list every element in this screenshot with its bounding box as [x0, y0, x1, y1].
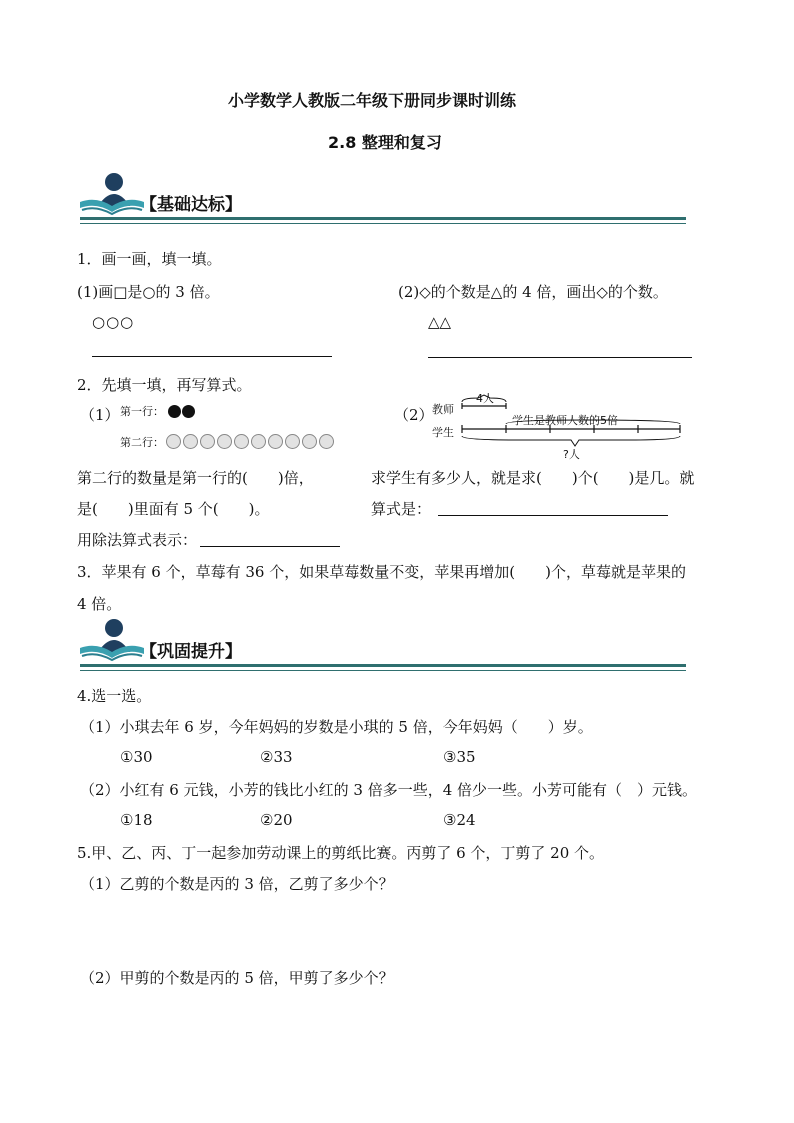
section-advanced-rule-thin: [80, 670, 686, 671]
q1-part2: (2)◇的个数是△的 4 倍，画出◇的个数。: [398, 283, 668, 301]
grey-dot: [217, 434, 232, 449]
q2-line2-left: 是( )里面有 5 个( )。: [77, 500, 270, 518]
grey-dot: [200, 434, 215, 449]
q4-part2: （2）小红有 6 元钱，小芳的钱比小红的 3 倍多一些，4 倍少一些。小芳可能有（ ）元钱。: [80, 781, 698, 799]
grey-dot: [302, 434, 317, 449]
black-dot: [182, 405, 195, 418]
q4-p1-option-1[interactable]: ①30: [120, 748, 153, 766]
q1-part2-shapes: △△: [428, 313, 452, 331]
q2-formula-answer-line[interactable]: [438, 515, 668, 516]
section-basic-rule-thin: [80, 223, 686, 224]
q2-division-answer-line[interactable]: [200, 546, 340, 547]
q5-part2: （2）甲剪的个数是丙的 5 倍，甲剪了多少个？: [80, 969, 394, 987]
grey-dot: [319, 434, 334, 449]
q4-part1: （1）小琪去年 6 岁，今年妈妈的岁数是小琪的 5 倍，今年妈妈（ ）岁。: [80, 718, 593, 736]
q1-stem: 1．画一画，填一填。: [77, 250, 222, 268]
page-subtitle: 2.8 整理和复习: [328, 133, 442, 152]
q2-line2-right: 算式是：: [371, 500, 432, 518]
q4-p1-option-2[interactable]: ②33: [260, 748, 293, 766]
q1-part2-answer-line[interactable]: [428, 357, 692, 358]
q2-stem: 2．先填一填，再写算式。: [77, 376, 252, 394]
diagram-four-label: 4人: [476, 392, 494, 405]
grey-dot: [234, 434, 249, 449]
q3-line2: 4 倍。: [77, 595, 122, 613]
grey-dot: [251, 434, 266, 449]
section-basic-label: 【基础达标】: [140, 195, 242, 215]
q2-line1-left: 第二行的数量是第一行的( )倍，: [77, 469, 314, 487]
q5-part1: （1）乙剪的个数是丙的 3 倍，乙剪了多少个？: [80, 875, 394, 893]
q2-line3: 用除法算式表示：: [77, 531, 198, 549]
q4-stem: 4.选一选。: [77, 687, 152, 705]
q5-stem: 5.甲、乙、丙、丁一起参加劳动课上的剪纸比赛。丙剪了 6 个，丁剪了 20 个。: [77, 844, 605, 862]
q1-part1-answer-line[interactable]: [92, 356, 332, 357]
section-advanced-rule: [80, 664, 686, 667]
q2-row1-dots: [168, 401, 196, 419]
q1-part1-shapes: ○○○: [92, 313, 135, 331]
q4-p2-option-2[interactable]: ②20: [260, 811, 293, 829]
q3-line1: 3．苹果有 6 个，草莓有 36 个，如果草莓数量不变，苹果再增加( )个，草莓就是苹果的: [77, 563, 686, 581]
reader-book-logo-icon: [78, 618, 146, 664]
diagram-teacher-label: 教师: [432, 403, 454, 416]
diagram-student-label: 学生: [432, 426, 454, 439]
grey-dot: [166, 434, 181, 449]
section-basic-rule: [80, 217, 686, 220]
q2-row2-label: 第二行：: [120, 436, 164, 449]
line-segment-diagram: [458, 394, 688, 450]
black-dot: [168, 405, 181, 418]
q4-p1-option-3[interactable]: ③35: [443, 748, 476, 766]
q1-part1: (1)画□是○的 3 倍。: [77, 283, 220, 301]
q4-p2-option-3[interactable]: ③24: [443, 811, 476, 829]
q2-part1-number: （1）: [80, 406, 120, 424]
q2-part2-number: （2）: [394, 406, 434, 424]
page-title: 小学数学人教版二年级下册同步课时训练: [228, 91, 517, 110]
section-advanced-label: 【巩固提升】: [140, 642, 242, 662]
q2-row2-dots: [166, 431, 336, 449]
q4-p2-option-1[interactable]: ①18: [120, 811, 153, 829]
grey-dot: [268, 434, 283, 449]
q2-row1-label: 第一行：: [120, 405, 164, 418]
diagram-note-label: 学生是教师人数的5倍: [512, 414, 618, 427]
grey-dot: [285, 434, 300, 449]
diagram-unknown-label: ?人: [563, 448, 580, 461]
q2-line1-right: 求学生有多少人，就是求( )个( )是几。就: [371, 469, 695, 487]
grey-dot: [183, 434, 198, 449]
reader-book-logo-icon: [78, 172, 146, 218]
